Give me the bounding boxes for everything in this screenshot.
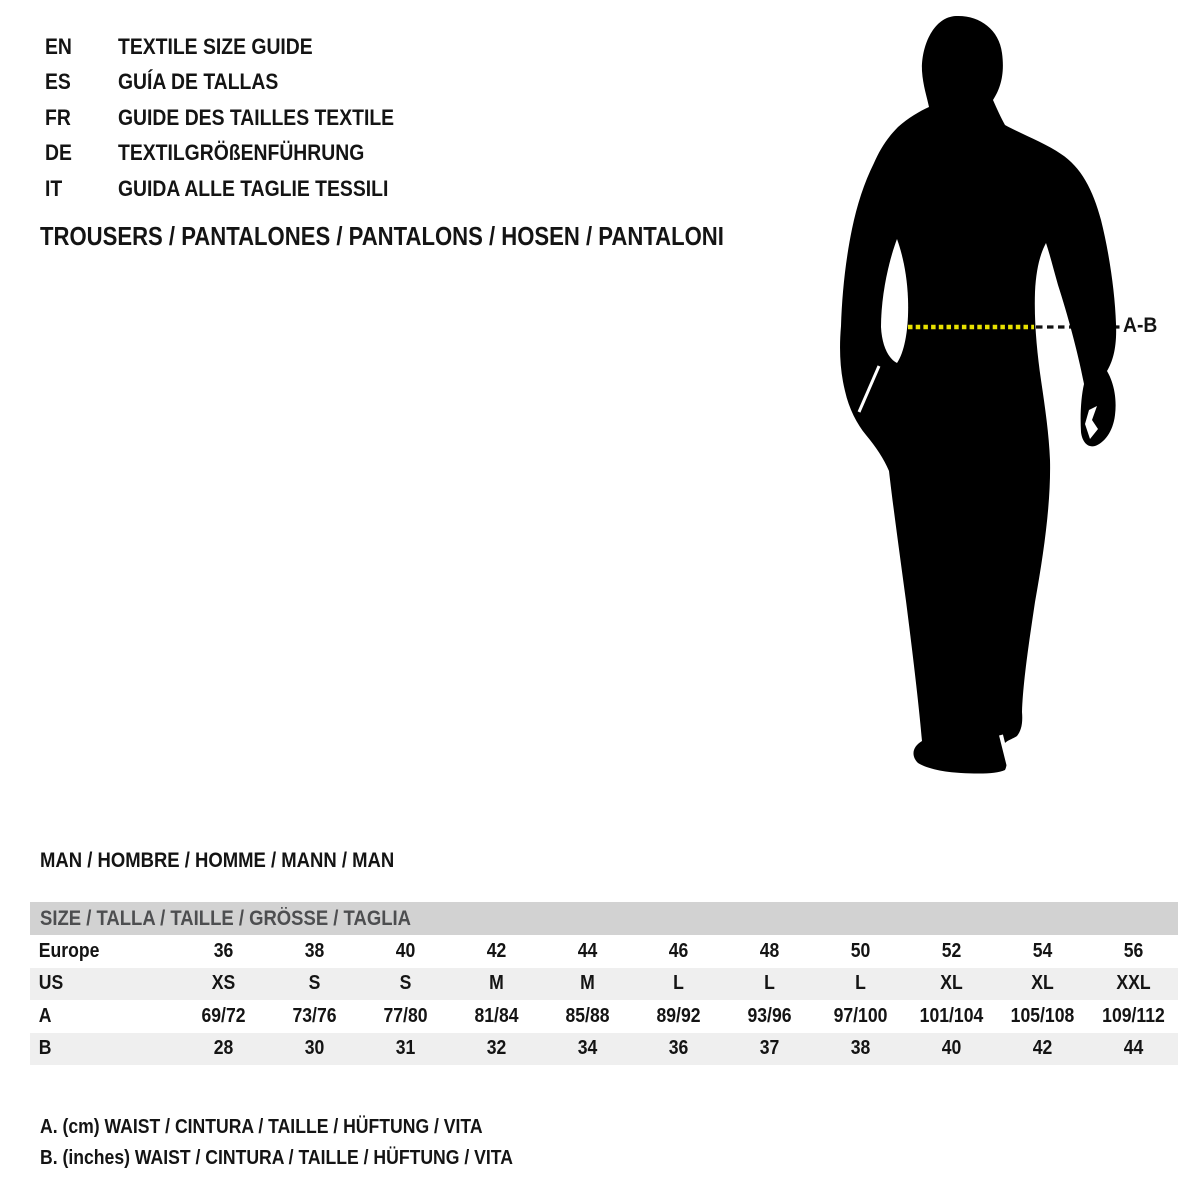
table-cell: L <box>855 972 866 995</box>
language-title: TEXTILGRÖßENFÜHRUNG <box>118 140 365 166</box>
language-code: FR <box>45 104 71 130</box>
table-cell: 31 <box>395 1037 416 1060</box>
table-cell: 85/88 <box>565 1004 610 1027</box>
language-row <box>45 136 432 172</box>
table-cell: 89/92 <box>656 1004 701 1027</box>
table-cell: 36 <box>213 939 234 962</box>
language-code: EN <box>45 33 72 59</box>
table-cell: 37 <box>759 1037 780 1060</box>
language-row <box>45 65 432 101</box>
table-cell: 44 <box>577 939 598 962</box>
table-cell: 109/112 <box>1102 1004 1165 1027</box>
table-cell: 105/108 <box>1010 1004 1075 1027</box>
language-code: IT <box>45 175 63 201</box>
table-row-us <box>30 968 1178 1001</box>
table-cell: 81/84 <box>474 1004 519 1027</box>
table-cell: S <box>399 972 412 995</box>
table-cell: 42 <box>486 939 507 962</box>
size-table <box>30 902 1178 1065</box>
language-list <box>45 29 432 207</box>
table-cell: 30 <box>304 1037 325 1060</box>
table-cell: 50 <box>850 939 871 962</box>
size-table-header-label: SIZE / TALLA / TAILLE / GRÖSSE / TAGLIA <box>40 907 411 930</box>
table-cell: 56 <box>1123 939 1144 962</box>
language-code: DE <box>45 140 72 166</box>
language-row <box>45 29 432 65</box>
table-cell: 42 <box>1032 1037 1053 1060</box>
table-row-b-inches <box>30 1033 1178 1066</box>
language-code: ES <box>45 69 71 95</box>
table-cell: 36 <box>668 1037 689 1060</box>
table-cell: 52 <box>941 939 962 962</box>
man-body-shape <box>840 16 1116 774</box>
table-cell: 40 <box>941 1037 962 1060</box>
table-row-europe <box>30 935 1178 968</box>
table-cell: M <box>580 972 595 995</box>
table-cell: 101/104 <box>919 1004 984 1027</box>
table-cell: XS <box>211 972 236 995</box>
language-title: GUÍA DE TALLAS <box>118 69 279 95</box>
table-cell: XL <box>940 972 963 995</box>
table-cell: 40 <box>395 939 416 962</box>
table-cell: 93/96 <box>747 1004 792 1027</box>
table-cell: 32 <box>486 1037 507 1060</box>
table-cell: XXL <box>1116 972 1151 995</box>
table-cell: 38 <box>304 939 325 962</box>
table-cell: 54 <box>1032 939 1053 962</box>
language-row <box>45 171 432 207</box>
size-table-header <box>30 902 1178 935</box>
table-cell: 46 <box>668 939 689 962</box>
language-title: GUIDE DES TAILLES TEXTILE <box>118 104 395 130</box>
table-cell: L <box>764 972 775 995</box>
garment-heading: TROUSERS / PANTALONES / PANTALONS / HOSEN / PANTALONI <box>40 221 724 251</box>
measurement-label: A-B <box>1123 314 1158 337</box>
table-cell: XL <box>1031 972 1054 995</box>
language-row <box>45 100 432 136</box>
man-silhouette <box>820 0 1200 800</box>
table-cell: 77/80 <box>383 1004 428 1027</box>
table-cell: 97/100 <box>833 1004 888 1027</box>
row-label: US <box>38 972 64 995</box>
language-title: TEXTILE SIZE GUIDE <box>118 33 313 59</box>
language-title: GUIDA ALLE TAGLIE TESSILI <box>118 175 389 201</box>
note-waist-inches: B. (inches) WAIST / CINTURA / TAILLE / HÜFTUNG / VITA <box>40 1147 513 1169</box>
table-cell: 28 <box>213 1037 234 1060</box>
table-cell: 48 <box>759 939 780 962</box>
row-label: B <box>38 1037 52 1060</box>
table-row-a-cm <box>30 1000 1178 1033</box>
table-cell: 44 <box>1123 1037 1144 1060</box>
table-cell: 38 <box>850 1037 871 1060</box>
table-cell: 34 <box>577 1037 598 1060</box>
row-label: Europe <box>38 939 100 962</box>
table-cell: M <box>489 972 504 995</box>
table-cell: L <box>673 972 684 995</box>
table-cell: 69/72 <box>201 1004 246 1027</box>
section-heading: MAN / HOMBRE / HOMME / MANN / MAN <box>40 849 395 872</box>
table-cell: S <box>308 972 321 995</box>
row-label: A <box>38 1004 52 1027</box>
table-cell: 73/76 <box>292 1004 337 1027</box>
note-waist-cm: A. (cm) WAIST / CINTURA / TAILLE / HÜFTUNG / VITA <box>40 1116 483 1138</box>
